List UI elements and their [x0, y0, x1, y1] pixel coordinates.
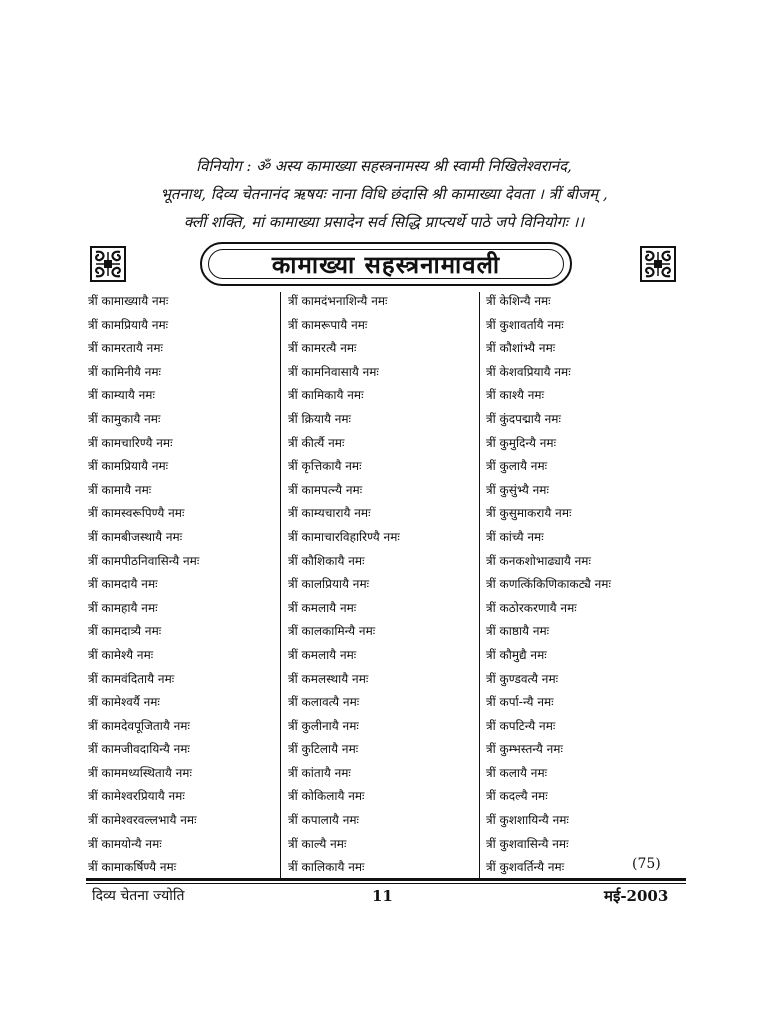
- name-entry: त्रीं कदल्यै नमः: [486, 789, 548, 804]
- name-entry: त्रीं कामाख्यायै नमः: [88, 294, 169, 308]
- footer-divider: [86, 878, 686, 881]
- name-entry: त्रीं कुशावर्तायै नमः: [486, 317, 564, 332]
- viniyoga-paragraph: [78, 152, 690, 236]
- left-ornament-icon: [90, 246, 126, 282]
- name-entry: त्रीं कुशवासिन्यै नमः: [486, 836, 569, 851]
- footer-divider: [86, 883, 686, 884]
- name-entry: त्रीं कामबीजस्थायै नमः: [88, 529, 183, 544]
- name-entry: त्रीं कामनिवासायै नमः: [288, 364, 379, 379]
- name-entry: त्रीं कामचारिण्यै नमः: [88, 435, 173, 450]
- issue-date: मई-2003: [604, 887, 669, 905]
- name-entry: त्रीं काममध्यस्थितायै नमः: [88, 765, 192, 780]
- name-entry: त्रीं कलायै नमः: [486, 765, 548, 780]
- name-entry: त्रीं कुलायै नमः: [486, 459, 548, 474]
- name-entry: त्रीं कामाचारविहारिण्यै नमः: [288, 529, 400, 544]
- name-entry: त्रीं केशवप्रियायै नमः: [486, 364, 571, 379]
- name-entry: त्रीं कामप्रियायै नमः: [88, 317, 169, 332]
- name-entry: त्रीं कमलायै नमः: [288, 647, 357, 662]
- name-entry: त्रीं कांच्यै नमः: [486, 529, 544, 544]
- name-entry: त्रीं कणत्किंकिणिकाकट्यै नमः: [486, 577, 611, 592]
- name-entry: त्रीं कामपत्न्यै नमः: [288, 482, 363, 497]
- names-column-3: [486, 290, 676, 880]
- name-entry: त्रीं कामदायै नमः: [88, 577, 158, 592]
- name-entry: त्रीं कुसुंभ्यै नमः: [486, 482, 549, 497]
- name-entry: त्रीं कुंदपद्मायै नमः: [486, 411, 561, 426]
- name-entry: त्रीं कौमुद्यै नमः: [486, 647, 547, 662]
- name-entry: त्रीं कौशिकायै नमः: [288, 553, 365, 568]
- name-entry: त्रीं कामेश्वरवल्लभायै नमः: [88, 813, 197, 828]
- name-entry: त्रीं कपालायै नमः: [288, 813, 359, 828]
- name-entry: त्रीं कीर्त्यै नमः: [288, 435, 345, 450]
- names-column-2: [288, 290, 478, 880]
- name-entry: त्रीं कलावत्यै नमः: [288, 695, 360, 710]
- name-entry: त्रीं काश्यै नमः: [486, 388, 545, 403]
- name-entry: त्रीं काल्यै नमः: [288, 836, 347, 851]
- name-entry: त्रीं कामप्रियायै नमः: [88, 459, 169, 474]
- name-entry: त्रीं काम्यायै नमः: [88, 388, 155, 403]
- name-entry: त्रीं कुशशायिन्यै नमः: [486, 813, 569, 828]
- page-title: कामाख्या सहस्त्रनामावली: [271, 251, 501, 279]
- title-banner: [200, 242, 572, 286]
- viniyoga-line: क्लीं शक्ति, मां कामाख्या प्रसादेन सर्व सिद्धि प्राप्त्यर्थे पाठे जपे विनियोगः ।।: [183, 213, 585, 231]
- name-entry: त्रीं कामदेवपूजितायै नमः: [88, 718, 190, 733]
- name-entry: त्रीं क्रियायै नमः: [288, 411, 351, 426]
- magazine-name: दिव्य चेतना ज्योति: [92, 888, 185, 904]
- name-entry: त्रीं कुशवर्तिन्यै नमः: [486, 860, 565, 875]
- name-entry: त्रीं कामयोन्यै नमः: [88, 836, 162, 851]
- name-entry: त्रीं कामपीठनिवासिन्यै नमः: [88, 553, 200, 568]
- name-entry: त्रीं कामुकायै नमः: [88, 411, 161, 426]
- name-entry: त्रीं कपटिन्यै नमः: [486, 718, 556, 733]
- name-entry: त्रीं कामायै नमः: [88, 482, 152, 497]
- name-entry: त्रीं कामाकर्षिण्यै नमः: [88, 860, 177, 875]
- name-entry: त्रीं काष्ठायै नमः: [486, 624, 550, 639]
- name-entry: त्रीं कामिनीयै नमः: [88, 364, 161, 379]
- name-entry: त्रीं कठोरकरणायै नमः: [486, 600, 577, 615]
- name-entry: त्रीं कामिकायै नमः: [288, 388, 364, 403]
- name-entry: त्रीं कालिकायै नमः: [288, 860, 365, 875]
- viniyoga-line: भूतनाथ, दिव्य चेतनानंद ऋषयः नाना विधि छंदासि श्री कामाख्या देवता । त्रीं बीजम् ,: [160, 185, 608, 203]
- name-entry: त्रीं कमलायै नमः: [288, 600, 357, 615]
- right-ornament-icon: [640, 246, 676, 282]
- name-entry: त्रीं काम्यचारायै नमः: [288, 506, 371, 521]
- name-entry: त्रीं कामरत्यै नमः: [288, 341, 357, 356]
- name-entry: त्रीं कौशांभ्यै नमः: [486, 341, 556, 356]
- name-entry: त्रीं कुमुदिन्यै नमः: [486, 435, 556, 450]
- name-entry: त्रीं कामदात्र्यै नमः: [88, 624, 162, 639]
- name-entry: त्रीं कामजीवदायिन्यै नमः: [88, 742, 190, 757]
- name-entry: त्रीं कुण्डवत्यै नमः: [486, 671, 559, 686]
- name-entry: त्रीं कालकामिन्यै नमः: [288, 624, 376, 639]
- name-entry: त्रीं कामरूपायै नमः: [288, 317, 368, 332]
- name-entry: त्रीं कुम्भस्तन्यै नमः: [486, 742, 563, 757]
- name-entry: त्रीं कांतायै नमः: [288, 765, 351, 780]
- page-number: 11: [372, 887, 393, 905]
- names-column-1: [88, 290, 278, 880]
- name-entry: त्रीं कुटिलायै नमः: [288, 742, 359, 757]
- name-entry: त्रीं कामहायै नमः: [88, 600, 158, 615]
- name-entry: त्रीं केशिन्यै नमः: [486, 294, 551, 308]
- column-divider: [479, 292, 480, 878]
- name-entry: त्रीं कोकिलायै नमः: [288, 789, 365, 804]
- name-entry: त्रीं कमलस्थायै नमः: [288, 671, 369, 686]
- name-entry: त्रीं कुसुमाकरायै नमः: [486, 506, 572, 521]
- name-entry: त्रीं कामेश्यै नमः: [88, 647, 154, 662]
- name-entry: त्रीं कामस्वरूपिण्यै नमः: [88, 506, 185, 521]
- stanza-number: (75): [632, 856, 661, 872]
- name-entry: त्रीं कामेश्वर्यै नमः: [88, 695, 160, 710]
- name-entry: त्रीं कामरतायै नमः: [88, 341, 163, 356]
- name-entry: त्रीं कामेश्वरप्रियायै नमः: [88, 789, 185, 804]
- name-entry: त्रीं कालप्रियायै नमः: [288, 577, 370, 592]
- name-entry: त्रीं कर्पा-न्यै नमः: [486, 695, 554, 710]
- name-entry: त्रीं कृत्तिकायै नमः: [288, 459, 362, 474]
- name-entry: त्रीं कामदंभनाशिन्यै नमः: [288, 294, 388, 308]
- column-divider: [280, 292, 281, 878]
- name-entry: त्रीं कनकशोभाढ्यायै नमः: [486, 553, 591, 568]
- viniyoga-line: विनियोग : ॐ अस्य कामाख्या सहस्त्रनामस्य श्री स्वामी निखिलेश्वरानंद,: [196, 157, 572, 175]
- name-entry: त्रीं कुलीनायै नमः: [288, 718, 359, 733]
- name-entry: त्रीं कामवंदितायै नमः: [88, 671, 175, 686]
